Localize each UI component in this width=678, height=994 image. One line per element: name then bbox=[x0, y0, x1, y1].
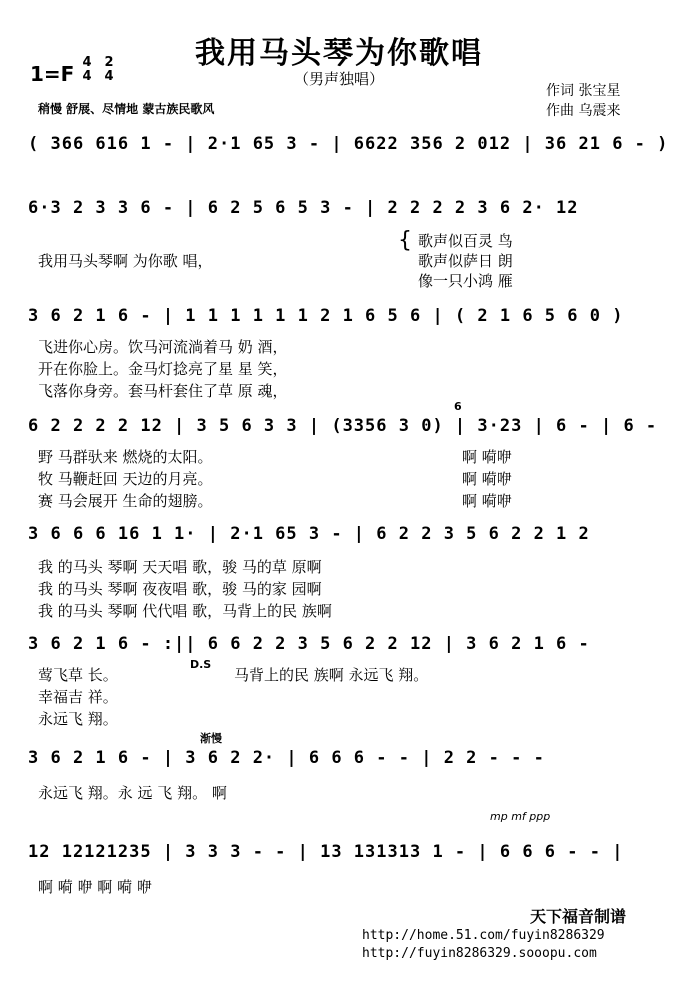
lyric-row-6-v1: 莺飞草 长。 bbox=[38, 666, 118, 684]
time-signature-2-4: 2 4 bbox=[104, 55, 114, 84]
lyric-row-6-v2: 幸福吉 祥。 bbox=[38, 688, 118, 706]
grace-note-6: 6 bbox=[454, 400, 462, 413]
ds-mark: D.S bbox=[190, 658, 212, 671]
lyric-row-3-v2: 开在你脸上。金马灯捻亮了星 星 笑， bbox=[38, 360, 288, 378]
lyric-row-7: 永远飞 翔。永 远 飞 翔。 啊 bbox=[38, 784, 227, 802]
lyric-row-4-right-v1: 啊 嗬咿 bbox=[462, 448, 512, 466]
lyric-row-4-v3: 赛 马会展开 生命的翅膀。 bbox=[38, 492, 213, 510]
lyric-row-4-v1: 野 马群驮来 燃烧的太阳。 bbox=[38, 448, 213, 466]
music-row-8: 12 12121235 | 3 3 3 - - | 13 131313 1 - | 6 6 6 - - | bbox=[28, 842, 624, 862]
tempo-marking: 稍慢 舒展、尽情地 蒙古族民歌风 bbox=[38, 102, 215, 116]
lyric-row-4-v2: 牧 马鞭赶回 天边的月亮。 bbox=[38, 470, 213, 488]
footer-url-2[interactable]: http://fuyin8286329.sooopu.com bbox=[362, 946, 597, 961]
composer-credit: 作曲 乌震来 bbox=[546, 103, 621, 119]
lyric-row-2-verse-3: 像一只小鸿 雁 bbox=[418, 272, 513, 290]
music-row-2: 6·3 2 3 3 6 - | 6 2 5 6 5 3 - | 2 2 2 2 3 6 2· 12 bbox=[28, 198, 579, 218]
lyric-row-4-right-v3: 啊 嗬咿 bbox=[462, 492, 512, 510]
music-row-4: 6 2 2 2 2 12 | 3 5 6 3 3 | (3356 3 0) | 3·23 | 6 - | 6 - bbox=[28, 416, 658, 436]
lyric-row-5-v1: 我 的马头 琴啊 天天唱 歌，骏 马的草 原啊 bbox=[38, 558, 322, 576]
lyric-row-8: 啊 嗬 咿 啊 嗬 咿 bbox=[38, 878, 152, 896]
lyric-row-3-v3: 飞落你身旁。套马杆套住了草 原 魂， bbox=[38, 382, 288, 400]
dynamics-mark: mp mf ppp bbox=[490, 810, 551, 823]
lyric-row-6-v3: 永远飞 翔。 bbox=[38, 710, 118, 728]
brace: { bbox=[398, 228, 412, 253]
lyric-row-5-v2: 我 的马头 琴啊 夜夜唱 歌，骏 马的家 园啊 bbox=[38, 580, 322, 598]
footer-brand: 天下福音制谱 bbox=[530, 907, 627, 926]
music-row-1: ( 366 616 1 - | 2·1 65 3 - | 6622 356 2 012 | 36 21 6 - ) bbox=[28, 134, 669, 154]
footer-url-1[interactable]: http://home.51.com/fuyin8286329 bbox=[362, 928, 605, 943]
music-row-7: 3 6 2 1 6 - | 3 6 2 2· | 6 6 6 - - | 2 2 - - - bbox=[28, 748, 545, 768]
time-signature-4-4: 4 4 bbox=[82, 55, 92, 84]
lyricist-credit: 作词 张宝星 bbox=[546, 83, 621, 99]
lyric-row-6-right: 马背上的民 族啊 永远飞 翔。 bbox=[234, 666, 429, 684]
music-row-3: 3 6 2 1 6 - | 1 1 1 1 1 1 2 1 6 5 6 | ( 2 1 6 5 6 0 ) bbox=[28, 306, 624, 326]
lyric-row-2-verse-2: 歌声似萨日 朗 bbox=[418, 252, 513, 270]
page-title: 我用马头琴为你歌唱 bbox=[195, 36, 483, 71]
lyric-row-2-verse-1: 歌声似百灵 鸟 bbox=[418, 232, 513, 250]
lyric-row-3-v1: 飞进你心房。饮马河流淌着马 奶 酒， bbox=[38, 338, 288, 356]
lyric-row-4-right-v2: 啊 嗬咿 bbox=[462, 470, 512, 488]
subtitle: （男声独唱） bbox=[293, 70, 384, 88]
gradually-slow-mark: 渐慢 bbox=[200, 732, 222, 745]
key-signature: 1=F bbox=[30, 62, 75, 86]
lyric-row-2-main: 我用马头琴啊 为你歌 唱， bbox=[38, 252, 213, 270]
music-row-5: 3 6 6 6 16 1 1· | 2·1 65 3 - | 6 2 2 3 5 6 2 2 1 2 bbox=[28, 524, 590, 544]
music-row-6: 3 6 2 1 6 - :|| 6 6 2 2 3 5 6 2 2 12 | 3 6 2 1 6 - bbox=[28, 634, 590, 654]
lyric-row-5-v3: 我 的马头 琴啊 代代唱 歌，马背上的民 族啊 bbox=[38, 602, 332, 620]
